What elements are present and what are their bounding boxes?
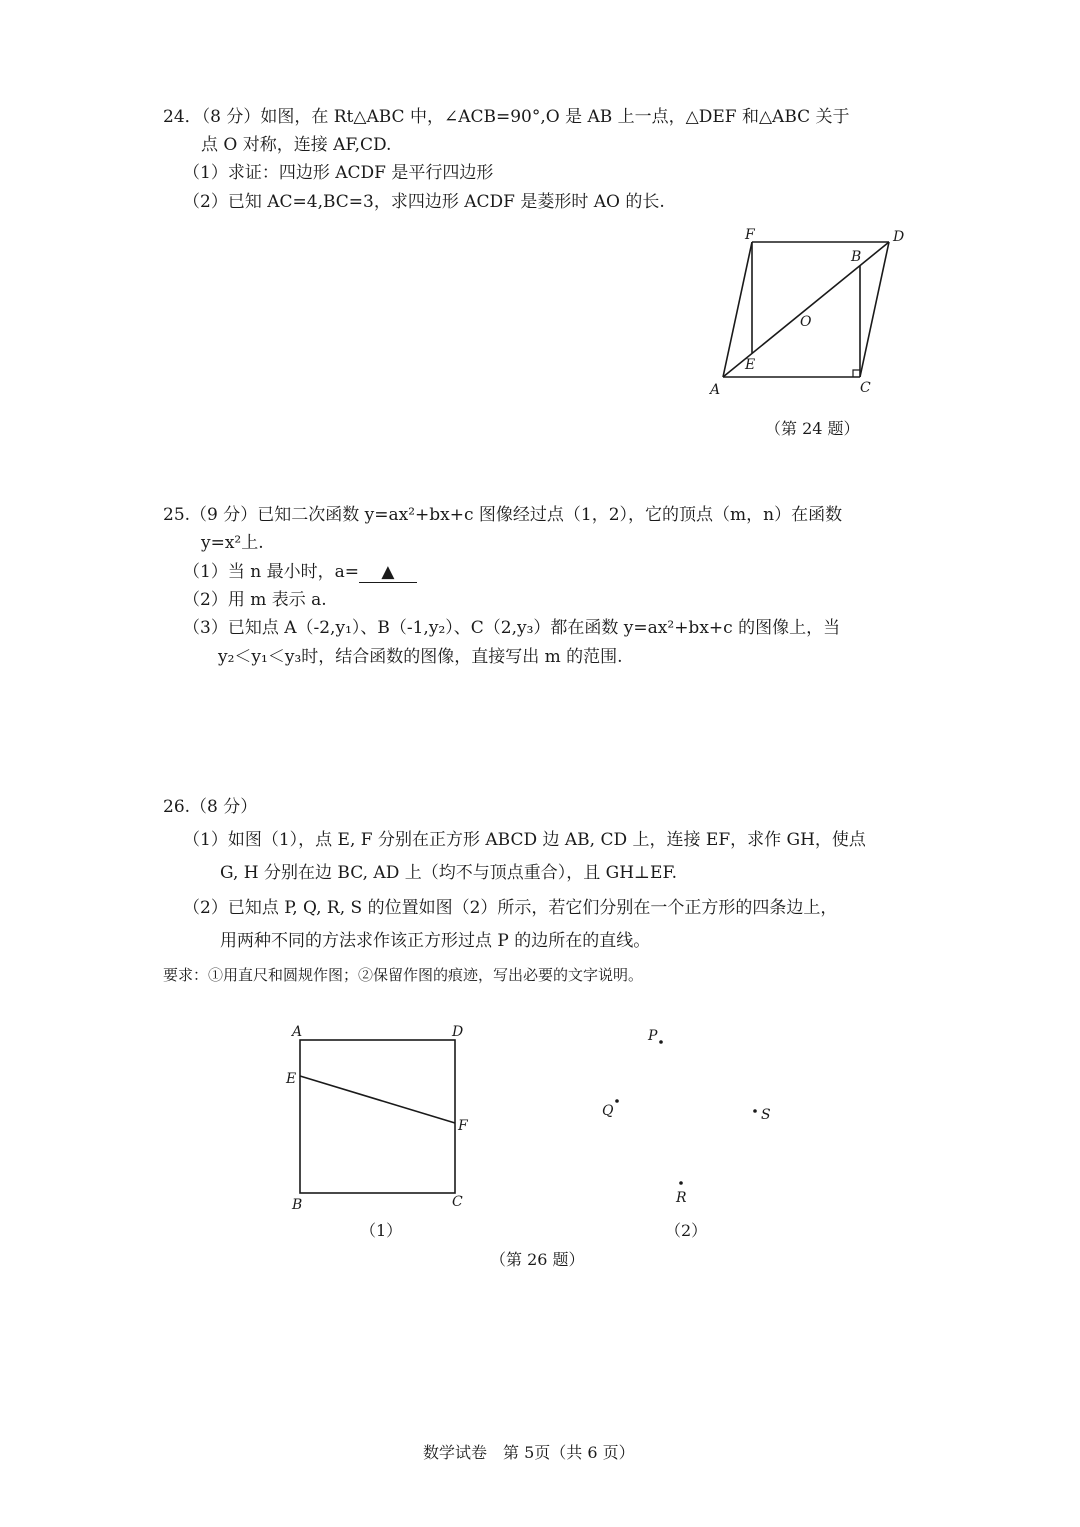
label-A: A [710, 382, 721, 398]
page-footer: 数学试卷 第 5页（共 6 页） [423, 1443, 635, 1462]
q26-fig1-caption: （1） [360, 1221, 403, 1240]
q26-stem: 26.（8 分） [163, 797, 258, 817]
q25-part3-line1: （3）已知点 A（-2,y₁）、B（-1,y₂）、C（2,y₃）都在函数 y=ax²+bx+c 的图像上，当 [183, 618, 841, 638]
fig2-label-P: P [648, 1028, 658, 1044]
label-B: B [851, 249, 862, 265]
fig1-label-C: C [452, 1194, 463, 1210]
label-O: O [800, 314, 812, 330]
point-Q [615, 1099, 619, 1103]
fig2-label-R: R [676, 1190, 687, 1206]
fig1-label-B: B [292, 1197, 303, 1213]
label-F: F [745, 227, 755, 243]
q26-part1-line1: （1）如图（1），点 E, F 分别在正方形 ABCD 边 AB, CD 上，连接 EF，求作 GH，使点 [183, 830, 866, 850]
q24-caption: （第 24 题） [765, 419, 860, 438]
q26-requirement: 要求：①用直尺和圆规作图；②保留作图的痕迹，写出必要的文字说明。 [163, 966, 644, 984]
q25-part3-line2: y₂＜y₁＜y₃时，结合函数的图像，直接写出 m 的范围. [218, 647, 623, 667]
q26-part2-line2: 用两种不同的方法求作该正方形过点 P 的边所在的直线。 [220, 931, 651, 951]
fig1-label-F: F [458, 1118, 468, 1134]
point-R [679, 1181, 683, 1185]
q24-stem-line2: 点 O 对称，连接 AF,CD. [201, 135, 392, 155]
fig2-label-Q: Q [602, 1103, 614, 1119]
point-P [659, 1040, 663, 1044]
point-S [753, 1109, 757, 1113]
q25-part1-text: （1）当 n 最小时，a= [183, 562, 359, 582]
q26-fig2-caption: （2） [665, 1221, 708, 1240]
q26-part2-line1: （2）已知点 P, Q, R, S 的位置如图（2）所示，若它们分别在一个正方形的四条边上， [183, 898, 838, 918]
q25-stem-line2: y=x²上. [201, 533, 264, 553]
q24-stem-line1: 24．（8 分）如图，在 Rt△ABC 中，∠ACB=90°,O 是 AB 上一点，△DEF 和△ABC 关于 [163, 107, 850, 127]
fig1-label-D: D [452, 1024, 464, 1040]
q26-part1-line2: G, H 分别在边 BC, AD 上（均不与顶点重合），且 GH⊥EF. [220, 863, 677, 883]
answer-blank: ▲ [359, 562, 417, 583]
segment-ef [300, 1076, 455, 1123]
fig1-label-E: E [286, 1071, 297, 1087]
q24-part1: （1）求证：四边形 ACDF 是平行四边形 [183, 163, 494, 183]
label-E: E [745, 357, 756, 373]
q26-caption: （第 26 题） [490, 1250, 585, 1269]
q24-part2: （2）已知 AC=4,BC=3，求四边形 ACDF 是菱形时 AO 的长. [183, 192, 665, 212]
fig2-label-S: S [761, 1107, 771, 1123]
fig1-label-A: A [292, 1024, 303, 1040]
label-D: D [893, 229, 905, 245]
label-C: C [860, 380, 871, 396]
q25-part2: （2）用 m 表示 a. [183, 590, 327, 610]
q25-stem-line1: 25.（9 分）已知二次函数 y=ax²+bx+c 图像经过点（1，2），它的顶点（m，n）在函数 [163, 505, 843, 525]
